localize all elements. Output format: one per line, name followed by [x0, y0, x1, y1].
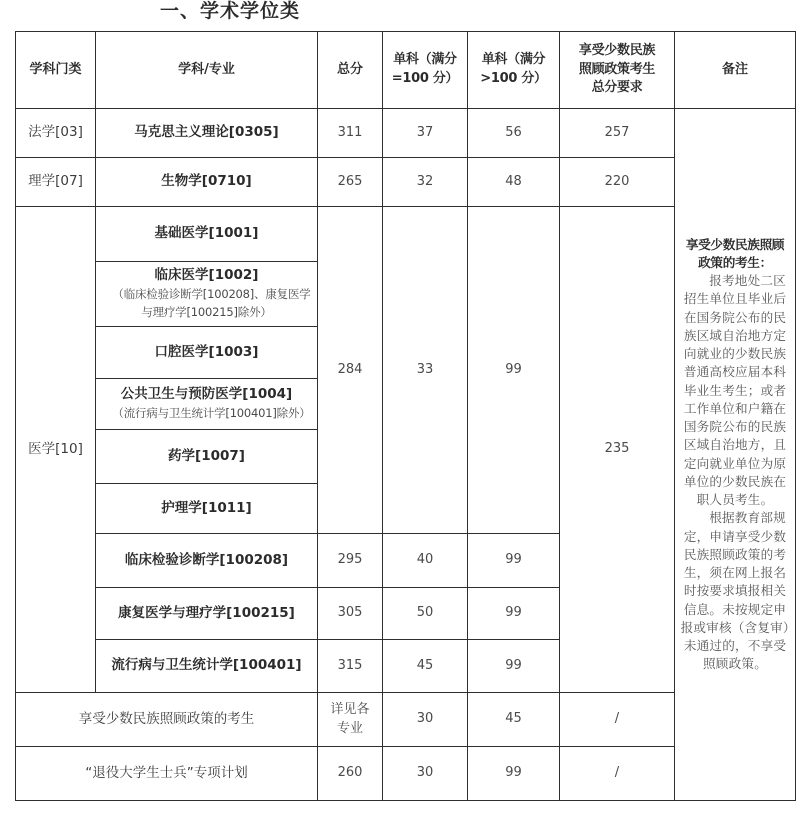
table-header	[16, 32, 796, 109]
cell-major	[96, 534, 318, 588]
cell-total-score: 315	[318, 640, 383, 693]
total-score-line2: 专业	[336, 720, 363, 736]
major-name: 临床医学[1002]	[154, 266, 259, 283]
header-row	[16, 32, 796, 109]
major-note: （流行病与卫生统计学[100401]除外）	[112, 406, 311, 421]
cell-minority-total: /	[560, 693, 675, 747]
major-name: 流行病与卫生统计学[100401]	[111, 657, 302, 674]
major-name: 口腔医学[1003]	[154, 343, 259, 360]
cell-single-eq100: 32	[383, 158, 468, 207]
table-row	[16, 109, 796, 158]
header-minority-total	[560, 32, 675, 109]
cell-major	[96, 158, 318, 207]
cell-single-gt100: 99	[468, 588, 560, 640]
cell-major	[96, 109, 318, 158]
major-name: 公共卫生与预防医学[1004]	[120, 385, 293, 402]
major-name: 马克思主义理论[0305]	[134, 124, 279, 141]
cell-single-gt100: 45	[468, 693, 560, 747]
cell-major	[96, 640, 318, 693]
header-minority-total-line2: 照顾政策考生	[578, 61, 656, 77]
cell-single-eq100: 30	[383, 693, 468, 747]
cell-total-score	[318, 693, 383, 747]
major-name: 临床检验诊断学[100208]	[124, 551, 289, 568]
cell-single-eq100: 30	[383, 747, 468, 801]
cell-single-eq100: 33	[383, 207, 468, 534]
cell-total-score: 284	[318, 207, 383, 534]
cell-major	[96, 588, 318, 640]
cell-minority-total: 257	[560, 109, 675, 158]
cell-single-gt100: 99	[468, 747, 560, 801]
header-single-gt100-line1: 单科（满分	[481, 52, 546, 68]
cell-discipline-category: 理学[07]	[16, 158, 96, 207]
cell-discipline-category: 医学[10]	[16, 207, 96, 693]
header-remarks: 备注	[675, 32, 796, 109]
major-name: 基础医学[1001]	[154, 225, 259, 242]
cell-single-eq100: 45	[383, 640, 468, 693]
header-minority-total-line3: 总分要求	[591, 80, 643, 96]
header-single-gt100-line2: >100 分）	[480, 71, 547, 86]
remarks-paragraph-1: 报考地处二区招生单位且毕业后在国务院公布的民族区域自治地方定向就业的少数民族普通高校应届本科毕业生考生；或者工作单位和户籍在国务院公布的民族区域自治地方，且定向就业单位为原单位的少数民族在职人员考生。	[683, 273, 787, 507]
header-single-gt100	[468, 32, 560, 109]
major-name: 药学[1007]	[168, 447, 245, 464]
header-single-eq100-line2: =100 分）	[391, 71, 459, 86]
admission-score-table	[15, 31, 796, 801]
cell-major	[96, 207, 318, 262]
cell-major	[96, 327, 318, 379]
cell-total-score: 265	[318, 158, 383, 207]
cell-single-eq100: 40	[383, 534, 468, 588]
cell-minority-total: 235	[560, 207, 675, 693]
cell-single-gt100: 99	[468, 207, 560, 534]
table-body	[16, 109, 796, 801]
cell-major	[96, 379, 318, 430]
header-single-eq100	[383, 32, 468, 109]
major-name: 康复医学与理疗学[100215]	[118, 604, 295, 621]
cell-single-eq100: 37	[383, 109, 468, 158]
cell-discipline-category: 法学[03]	[16, 109, 96, 158]
cell-minority-total: /	[560, 747, 675, 801]
cell-total-score: 260	[318, 747, 383, 801]
total-score-line1: 详见各	[330, 701, 370, 717]
cell-single-gt100: 48	[468, 158, 560, 207]
cell-single-eq100: 50	[383, 588, 468, 640]
remarks-paragraph-2: 根据教育部规定，申请享受少数民族照顾政策的考生，须在网上报名时按要求填报相关信息。未按规定申报或审核（含复审）未通过的，不享受照顾政策。	[680, 510, 790, 672]
header-total-score: 总分	[318, 32, 383, 109]
header-minority-total-line1: 享受少数民族	[578, 42, 656, 58]
cell-single-gt100: 99	[468, 640, 560, 693]
page-title: 一、学术学位类	[160, 0, 301, 22]
header-single-eq100-line1: 单科（满分	[393, 52, 457, 68]
cell-total-score: 305	[318, 588, 383, 640]
cell-major	[96, 262, 318, 327]
cell-major	[96, 430, 318, 484]
cell-total-score: 295	[318, 534, 383, 588]
cell-remarks	[675, 109, 796, 801]
cell-minority-total: 220	[560, 158, 675, 207]
cell-major	[96, 484, 318, 534]
major-name: 生物学[0710]	[161, 173, 252, 190]
cell-single-gt100: 99	[468, 534, 560, 588]
header-major: 学科/专业	[96, 32, 318, 109]
major-name: 护理学[1011]	[161, 499, 252, 516]
remarks-title: 享受少数民族照顾政策的考生：	[685, 236, 785, 270]
header-discipline-category: 学科门类	[16, 32, 96, 109]
cell-veteran-plan-label: “退役大学生士兵”专项计划	[16, 747, 318, 801]
major-note: （临床检验诊断学[100208]、康复医学与理疗学[100215]除外）	[112, 287, 311, 320]
cell-single-gt100: 56	[468, 109, 560, 158]
cell-total-score: 311	[318, 109, 383, 158]
cell-special-policy-label: 享受少数民族照顾政策的考生	[16, 693, 318, 747]
score-table-wrapper	[15, 31, 795, 801]
